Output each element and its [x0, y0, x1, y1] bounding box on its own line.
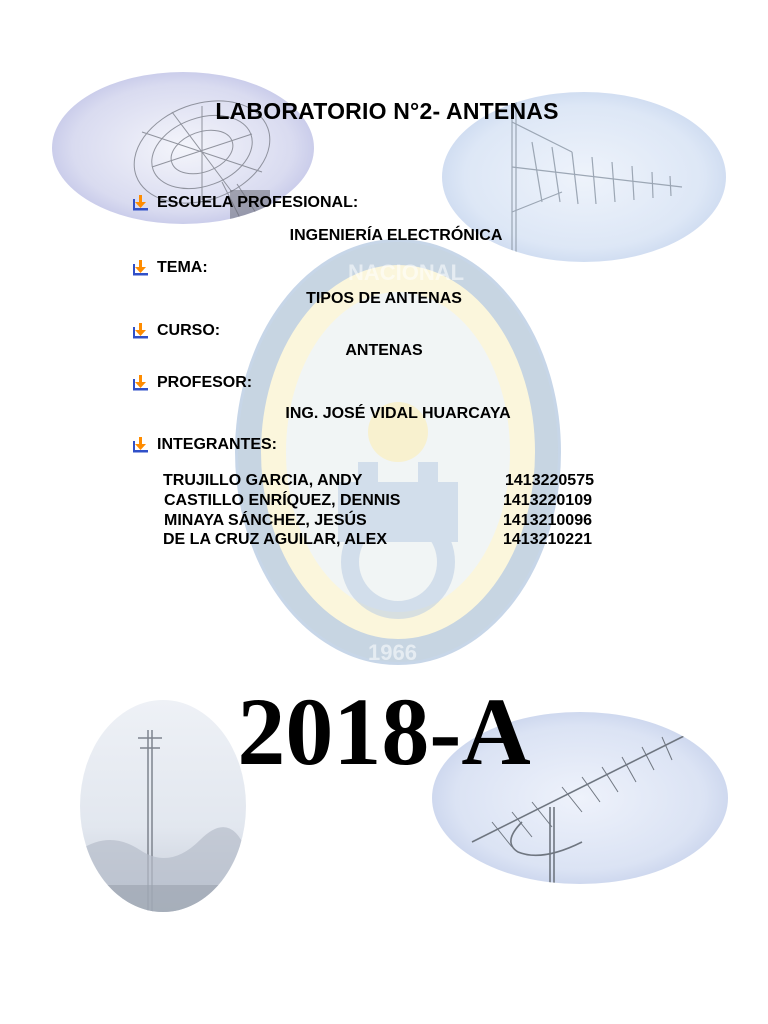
member-name: MINAYA SÁNCHEZ, JESÚS — [164, 512, 367, 529]
profesor-value: ING. JOSÉ VIDAL HUARCAYA — [285, 405, 511, 422]
member-code: 1413220575 — [505, 472, 594, 489]
member-name: DE LA CRUZ AGUILAR, ALEX — [163, 531, 387, 548]
curso-label: CURSO: — [157, 322, 221, 339]
integrantes-label: INTEGRANTES: — [157, 436, 277, 453]
member-code: 1413210096 — [503, 512, 592, 529]
arrow-bullet-icon — [132, 194, 149, 211]
section-profesor — [132, 374, 252, 392]
escuela-value: INGENIERÍA ELECTRÓNICA — [289, 227, 503, 244]
member-code: 1413220109 — [503, 492, 592, 509]
curso-value: ANTENAS — [345, 342, 423, 359]
svg-text:1966: 1966 — [368, 640, 417, 665]
document-title: LABORATORIO N°2- ANTENAS — [215, 98, 559, 124]
section-tema — [132, 259, 208, 277]
arrow-bullet-icon — [132, 322, 149, 339]
section-curso — [132, 322, 220, 340]
svg-text:NACIONAL: NACIONAL — [348, 260, 465, 285]
member-name: TRUJILLO GARCIA, ANDY — [163, 472, 363, 489]
member-name: CASTILLO ENRÍQUEZ, DENNIS — [164, 492, 401, 509]
section-escuela — [132, 194, 358, 212]
tema-value: TIPOS DE ANTENAS — [306, 290, 462, 307]
year-label: 2018-A — [237, 678, 531, 785]
tema-label: TEMA: — [157, 259, 208, 276]
section-integrantes — [132, 436, 277, 454]
member-code: 1413210221 — [503, 531, 592, 548]
profesor-label: PROFESOR: — [157, 374, 253, 391]
arrow-bullet-icon — [132, 374, 149, 391]
arrow-bullet-icon — [132, 259, 149, 276]
arrow-bullet-icon — [132, 436, 149, 453]
escuela-label: ESCUELA PROFESIONAL: — [157, 194, 359, 211]
